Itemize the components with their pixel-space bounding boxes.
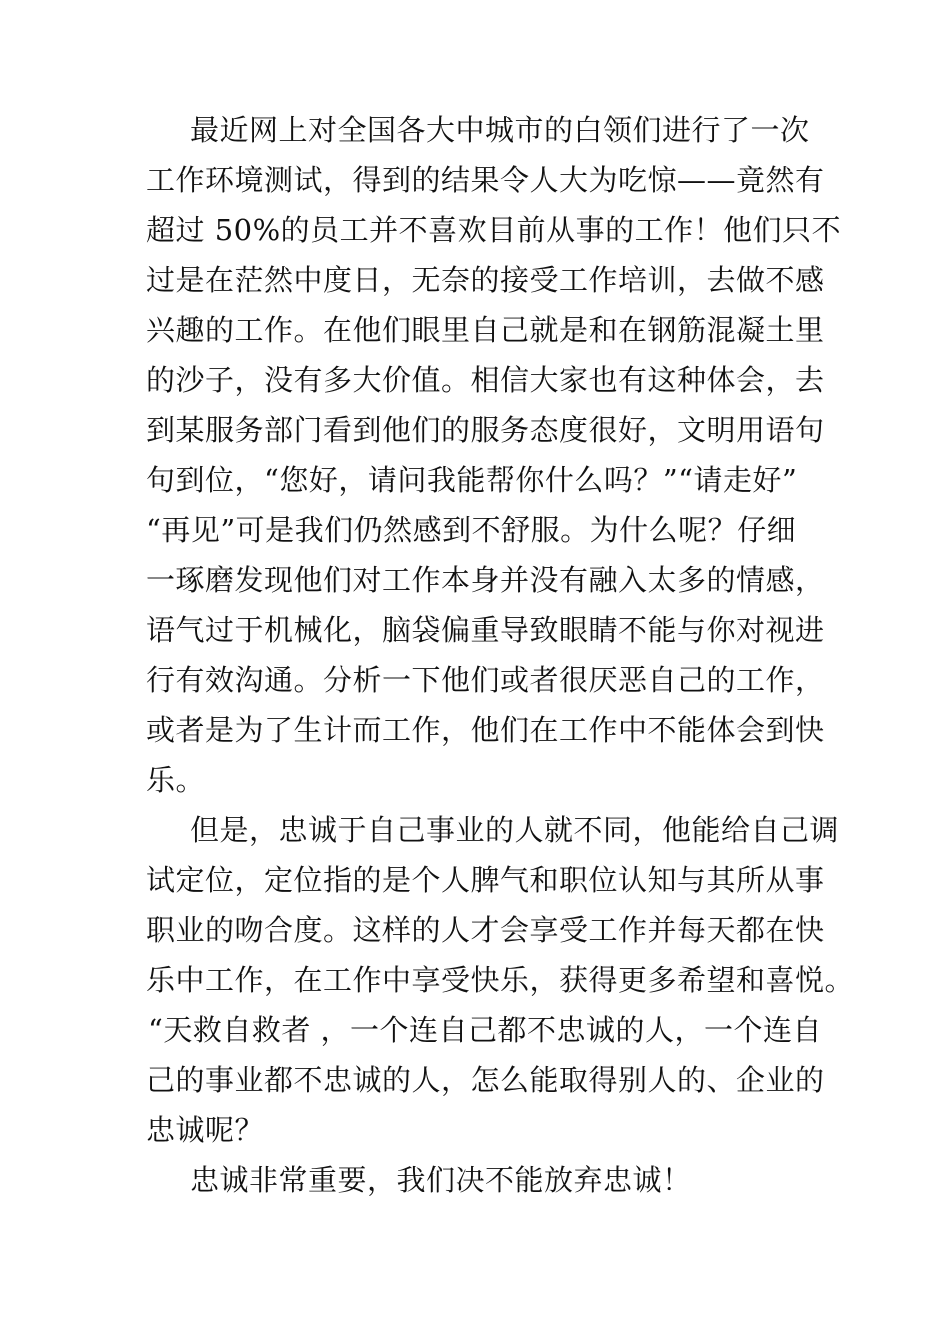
paragraph-1-line-8: 句到位，“您好，请问我能帮你什么吗？”“请走好” <box>146 463 798 497</box>
paragraph-1-line-6: 的沙子，没有多大价值。相信大家也有这种体会，去 <box>146 363 825 397</box>
paragraph-2-line-5: “天救自救者 ，一个连自己都不忠诚的人，一个连自 <box>148 1013 823 1047</box>
paragraph-1-line-7: 到某服务部门看到他们的服务态度很好，文明用语句 <box>146 413 825 447</box>
paragraph-2-line-4: 乐中工作，在工作中享受快乐，获得更多希望和喜悦。 <box>146 963 855 997</box>
paragraph-2-line-6: 己的事业都不忠诚的人，怎么能取得别人的、企业的 <box>146 1063 825 1097</box>
paragraph-1-line-5: 兴趣的工作。在他们眼里自己就是和在钢筋混凝土里 <box>146 313 825 347</box>
paragraph-1-line-2: 工作环境测试，得到的结果令人大为吃惊——竟然有 <box>146 163 825 197</box>
paragraph-2-line-1: 但是，忠诚于自己事业的人就不同，他能给自己调 <box>190 813 840 847</box>
paragraph-1-line-14: 乐。 <box>146 763 206 797</box>
paragraph-1-line-1: 最近网上对全国各大中城市的白领们进行了一次 <box>190 113 810 147</box>
paragraph-1-line-11: 语气过于机械化，脑袋偏重导致眼睛不能与你对视进 <box>146 613 825 647</box>
paragraph-2-line-7: 忠诚呢？ <box>146 1113 265 1147</box>
paragraph-1-line-9: “再见”可是我们仍然感到不舒服。为什么呢？仔细 <box>146 513 797 547</box>
paragraph-1-line-3: 超过 50%的员工并不喜欢目前从事的工作！他们只不 <box>146 213 842 247</box>
paragraph-3-line-1: 忠诚非常重要，我们决不能放弃忠诚！ <box>190 1163 692 1197</box>
paragraph-1-line-4: 过是在茫然中度日，无奈的接受工作培训，去做不感 <box>146 263 825 297</box>
paragraph-1-line-12: 行有效沟通。分析一下他们或者很厌恶自己的工作， <box>146 663 825 697</box>
paragraph-2-line-2: 试定位，定位指的是个人脾气和职位认知与其所从事 <box>146 863 825 897</box>
paragraph-1-line-13: 或者是为了生计而工作，他们在工作中不能体会到快 <box>146 713 825 747</box>
paragraph-2-line-3: 职业的吻合度。这样的人才会享受工作并每天都在快 <box>146 913 825 947</box>
paragraph-1-line-10: 一琢磨发现他们对工作本身并没有融入太多的情感， <box>146 563 825 597</box>
